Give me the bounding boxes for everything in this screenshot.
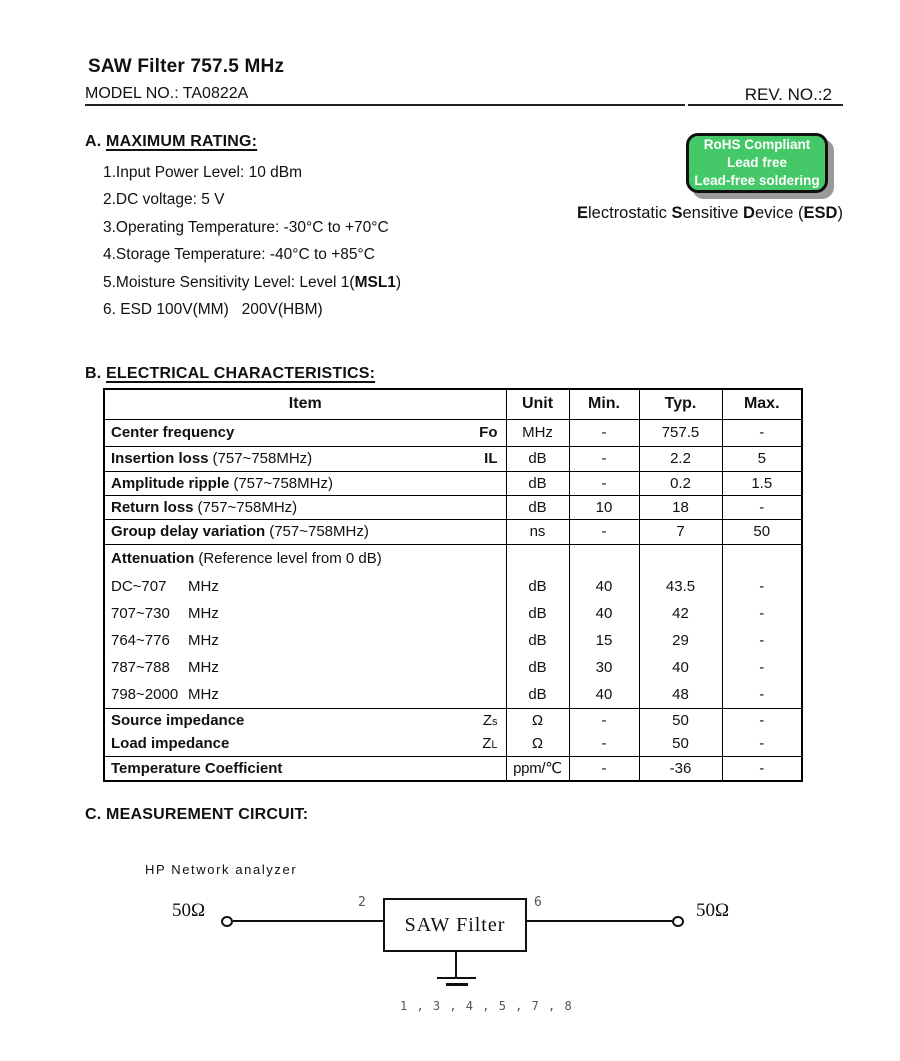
section-b-title: ELECTRICAL CHARACTERISTICS: xyxy=(106,365,376,382)
table-row: DC~707 MHz dB 40 43.5 - xyxy=(104,573,802,600)
left-impedance-label: 50Ω xyxy=(172,900,206,921)
right-wire xyxy=(527,920,672,922)
col-header-typ: Typ. xyxy=(639,389,722,419)
rating-item-6: 6. ESD 100V(MM) 200V(HBM) xyxy=(103,300,323,318)
section-a-heading xyxy=(85,133,257,151)
esd-note: Electrostatic Sensitive Device (ESD) xyxy=(577,204,843,222)
left-terminal-icon xyxy=(221,916,233,927)
attenuation-group-row: Attenuation (Reference level from 0 dB) xyxy=(104,544,802,573)
pin-6-label: 6 xyxy=(534,895,542,910)
table-row: Amplitude ripple (757~758MHz) dB - 0.2 1.5 xyxy=(104,471,802,495)
badge-line-2: Lead free xyxy=(726,155,788,170)
col-header-unit: Unit xyxy=(506,389,569,419)
badge-line-3: Lead-free soldering xyxy=(694,173,820,188)
revision-number: REV. NO.:2 xyxy=(744,85,832,104)
table-row: Source impedance Zs Ω - 50 - xyxy=(104,708,802,732)
table-header-row xyxy=(104,389,802,419)
maximum-rating-list xyxy=(103,159,401,323)
divider-segment-left xyxy=(85,104,685,106)
ground-stem xyxy=(455,952,457,977)
table-row: Temperature Coefficient ppm/℃ - -36 - xyxy=(104,756,802,781)
rating-item-2: 2.DC voltage: 5 V xyxy=(103,191,225,209)
divider-segment-right xyxy=(688,104,843,106)
col-header-max: Max. xyxy=(722,389,802,419)
page-title: SAW Filter 757.5 MHz xyxy=(88,56,285,77)
rohs-badge xyxy=(686,133,828,193)
right-terminal-icon xyxy=(672,916,684,927)
pin-2-label: 2 xyxy=(358,895,366,910)
table-row: Insertion loss (757~758MHz) IL dB - 2.2 5 xyxy=(104,446,802,471)
rating-item-4: 4.Storage Temperature: -40°C to +85°C xyxy=(103,246,375,264)
section-b-letter: B. xyxy=(85,365,107,382)
rating-item-3: 3.Operating Temperature: -30°C to +70°C xyxy=(103,218,389,236)
rating-item-5: 5.Moisture Sensitivity Level: Level 1(MSL1) xyxy=(103,273,402,291)
table-row: Group delay variation (757~758MHz) ns - 7 50 xyxy=(104,519,802,544)
right-impedance-label: 50Ω xyxy=(696,900,730,921)
table-row: 798~2000 MHz dB 40 48 - xyxy=(104,681,802,708)
section-c-title: MEASUREMENT CIRCUIT: xyxy=(106,806,309,823)
badge-line-1: RoHS Compliant xyxy=(703,137,811,152)
table-row: 764~776 MHz dB 15 29 - xyxy=(104,627,802,654)
section-c-letter: C. xyxy=(85,806,107,823)
rating-item-1: 1.Input Power Level: 10 dBm xyxy=(103,164,303,181)
table-row: Load impedance ZL Ω - 50 - xyxy=(104,732,802,756)
left-wire xyxy=(233,920,383,922)
section-c-heading xyxy=(85,806,308,824)
ground-pins-label: 1 , 3 , 4 , 5 , 7 , 8 xyxy=(400,999,573,1013)
ground-icon-bar2 xyxy=(446,983,468,986)
network-analyzer-label: HP Network analyzer xyxy=(145,862,298,877)
table-row: Return loss (757~758MHz) dB 10 18 - xyxy=(104,495,802,519)
model-rev-row xyxy=(85,85,832,105)
section-a-letter: A. xyxy=(85,133,107,150)
ground-icon xyxy=(437,977,476,979)
col-header-item: Item xyxy=(104,389,506,419)
table-row: 707~730 MHz dB 40 42 - xyxy=(104,600,802,627)
electrical-characteristics-table xyxy=(103,388,803,782)
table-row: 787~788 MHz dB 30 40 - xyxy=(104,654,802,681)
section-a-title: MAXIMUM RATING: xyxy=(106,133,258,150)
model-number: MODEL NO.: TA0822A xyxy=(85,85,249,102)
col-header-min: Min. xyxy=(569,389,639,419)
header-divider xyxy=(85,104,843,106)
table-row: Center frequency Fo MHz - 757.5 - xyxy=(104,419,802,446)
section-b-heading xyxy=(85,365,375,383)
saw-filter-box: SAW Filter xyxy=(383,898,527,952)
